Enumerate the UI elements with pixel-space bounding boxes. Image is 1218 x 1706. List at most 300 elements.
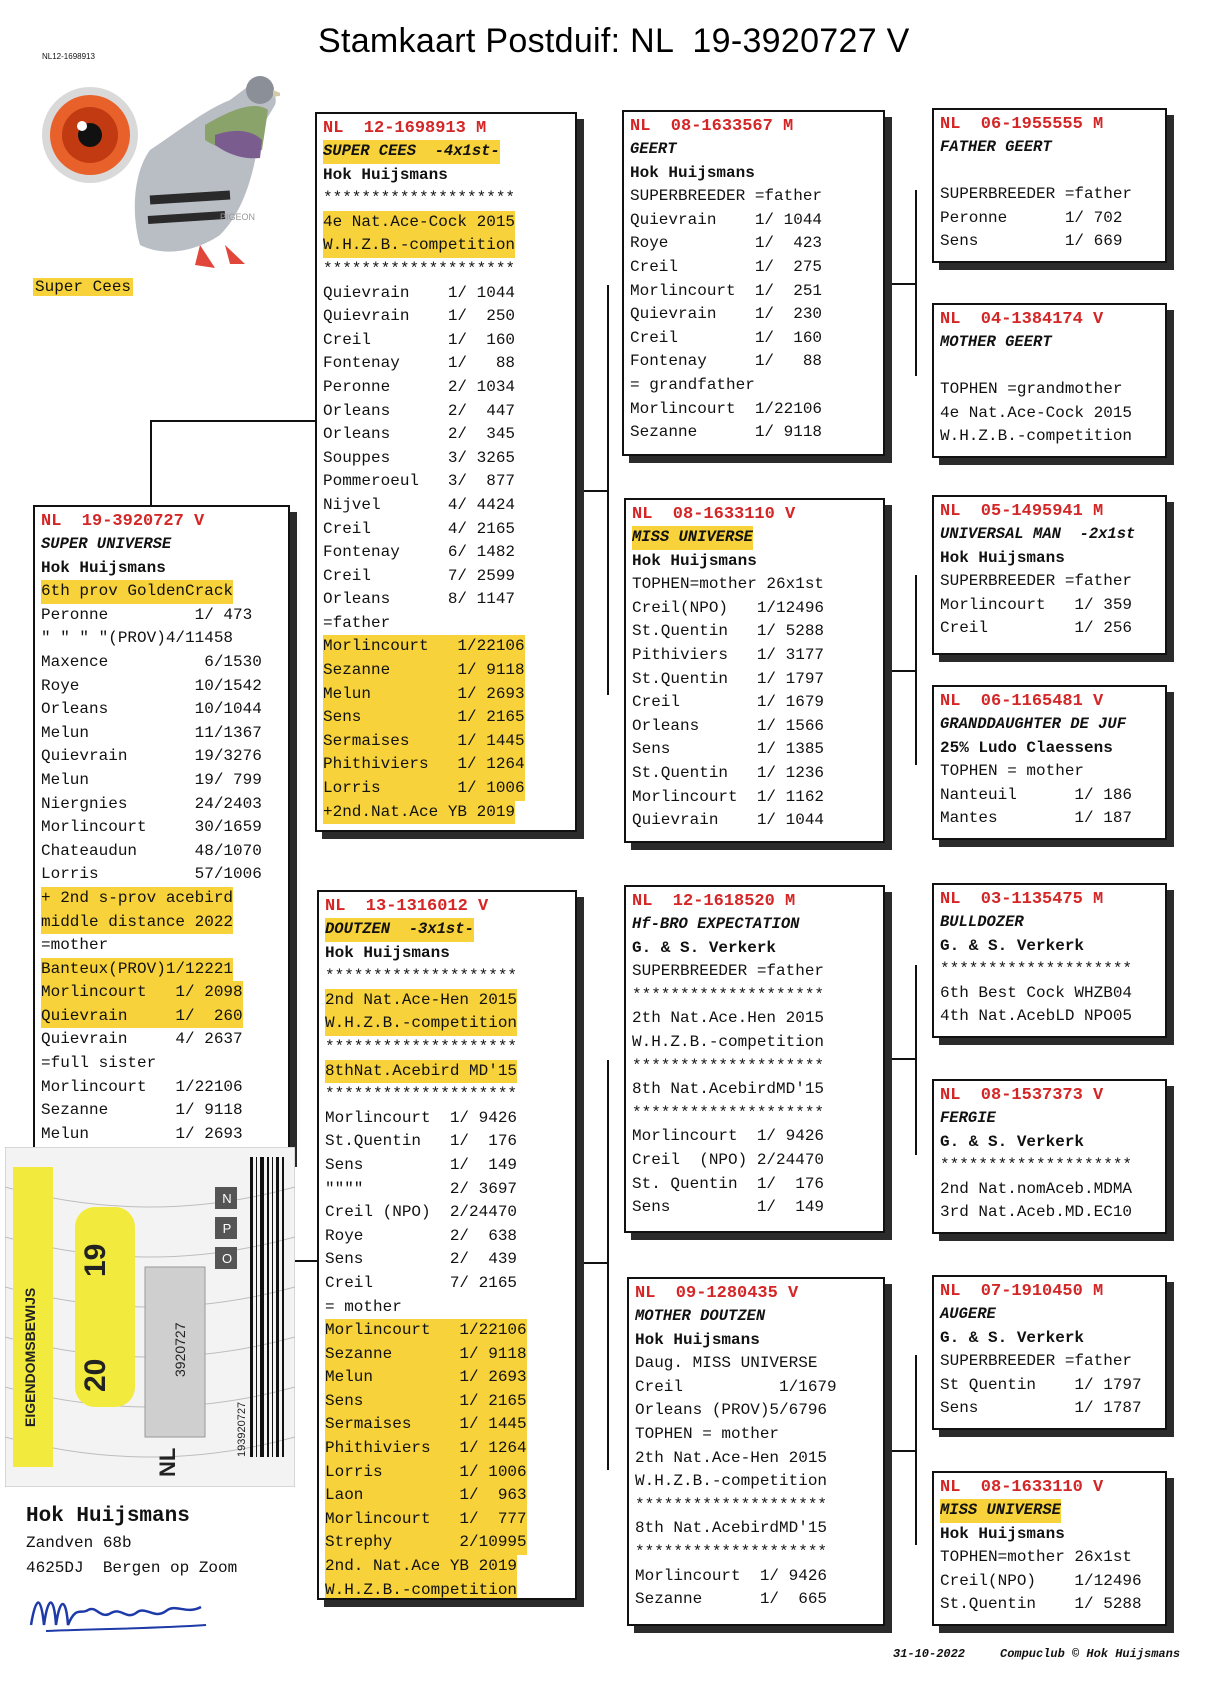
pedigree-line: [940, 1350, 1159, 1374]
ring-number: NL 08-1633110 V: [940, 1478, 1104, 1497]
pedigree-line: [940, 958, 1159, 982]
pigeon-name: [41, 533, 282, 557]
pedigree-line: [41, 911, 282, 935]
card-mf-father: [932, 883, 1167, 1038]
connector: [885, 283, 917, 285]
pedigree-line-text: """" 2/ 3697: [325, 1179, 518, 1198]
pedigree-line-text: SUPERBREEDER =father: [940, 1352, 1133, 1371]
pedigree-line: [323, 305, 569, 329]
pigeon-name: [632, 913, 877, 937]
pedigree-line: [635, 1494, 877, 1518]
pedigree-line-text: St. Quentin 1/ 176: [632, 1174, 825, 1193]
pedigree-line: [632, 573, 877, 597]
pedigree-line-text: Lorris 1/ 1006: [323, 777, 525, 801]
pigeon-name: [940, 911, 1159, 935]
pedigree-line: [41, 840, 282, 864]
pedigree-line: [940, 760, 1159, 784]
pedigree-line-text: W.H.Z.B.-competition: [632, 1032, 825, 1051]
pedigree-line: [632, 786, 877, 810]
pedigree-line-text: St.Quentin 1/ 5288: [940, 1595, 1142, 1614]
pedigree-line-text: St.Quentin 1/ 1236: [632, 763, 825, 782]
pedigree-line: [41, 1123, 282, 1147]
pedigree-line-text: 2nd Nat.Ace-Hen 2015: [325, 989, 517, 1013]
footer-date: 31-10-2022: [893, 1647, 966, 1661]
card-ff-father: [932, 108, 1167, 263]
pedigree-line: [325, 1484, 569, 1508]
pedigree-line-text: Sens 1/ 2165: [325, 1390, 527, 1414]
pedigree-line: [940, 1593, 1159, 1617]
pedigree-line-text: ********************: [323, 259, 516, 278]
pedigree-line-text: W.H.Z.B.-competition: [635, 1472, 828, 1491]
pedigree-line-text: Morlincourt 1/22106: [41, 1077, 243, 1096]
pedigree-line-text: =full sister: [41, 1054, 157, 1073]
pedigree-line-text: Peronne 1/ 473: [41, 605, 253, 624]
pedigree-line: [940, 594, 1159, 618]
pedigree-line: [632, 1031, 877, 1055]
pedigree-line-text: Sens 1/ 669: [940, 232, 1123, 251]
pigeon-name: [323, 140, 569, 164]
pedigree-line: [323, 659, 569, 683]
pedigree-line-text: ********************: [325, 967, 518, 986]
pedigree-line-text: W.H.Z.B.-competition: [940, 427, 1133, 446]
pedigree-line: [940, 547, 1159, 571]
pigeon-name: [635, 1305, 877, 1329]
pedigree-line-text: Sens 1/ 2165: [323, 706, 525, 730]
pedigree-line-text: Morlincourt 1/22106: [630, 399, 823, 418]
pedigree-line: [325, 1154, 569, 1178]
pedigree-line-text: 8th Nat.AcebirdMD'15: [632, 1080, 825, 1099]
pigeon-name-text: FERGIE: [940, 1109, 996, 1127]
pedigree-line: [630, 398, 877, 422]
pigeon-name: [940, 713, 1159, 737]
pedigree-line-text: Pommeroeul 3/ 877: [323, 472, 516, 491]
pedigree-line: [632, 1055, 877, 1079]
pedigree-line: [323, 801, 569, 825]
pedigree-line-text: 2nd Nat.nomAceb.MDMA: [940, 1179, 1133, 1198]
pedigree-line-text: W.H.Z.B.-competition: [325, 1579, 517, 1600]
pigeon-name: [940, 331, 1159, 355]
pedigree-line-text: Lorris 57/1006: [41, 865, 262, 884]
card-fm-father: [932, 495, 1167, 655]
pedigree-line: [325, 1178, 569, 1202]
pedigree-line-text: TOPHEN = mother: [635, 1424, 780, 1443]
pedigree-line: [323, 329, 569, 353]
pedigree-line: [940, 982, 1159, 1006]
pedigree-line-text: Melun 1/ 2693: [41, 1124, 243, 1143]
pedigree-line-text: TOPHEN=mother 26x1st: [632, 575, 825, 594]
card-father-father: [622, 110, 885, 456]
pedigree-line-text: Hok Huijsmans: [632, 551, 757, 570]
pedigree-line-text: Strephy 2/10995: [325, 1531, 527, 1555]
pedigree-line: [940, 1546, 1159, 1570]
pedigree-line-text: Pithiviers 1/ 3177: [632, 645, 825, 664]
pedigree-line: [325, 1390, 569, 1414]
pigeon-name-text: AUGERE: [940, 1305, 996, 1323]
pedigree-line-text: Hok Huijsmans: [325, 943, 450, 962]
pedigree-line: [323, 612, 569, 636]
pedigree-line-text: Quievrain 19/3276: [41, 747, 262, 766]
owner-block: [26, 1503, 237, 1581]
pedigree-line: [940, 935, 1159, 959]
pedigree-line-text: SUPERBREEDER =father: [940, 185, 1133, 204]
pigeon-name-text: Hf-BRO EXPECTATION: [632, 915, 800, 933]
pedigree-line: [635, 1329, 877, 1353]
pedigree-line: [325, 1225, 569, 1249]
connector: [885, 670, 917, 672]
cert-year-b: 19: [79, 1243, 112, 1277]
card-mf-mother: [932, 1079, 1167, 1234]
pedigree-line: [632, 1173, 877, 1197]
pedigree-line-text: Laon 1/ 963: [325, 1484, 527, 1508]
pedigree-line: [632, 691, 877, 715]
pedigree-line: [940, 402, 1159, 426]
pedigree-line: [630, 256, 877, 280]
pedigree-line: [323, 282, 569, 306]
pedigree-line-text: Quievrain 1/ 1044: [632, 811, 825, 830]
pedigree-line: [630, 162, 877, 186]
pedigree-line-text: Morlincourt 30/1659: [41, 818, 262, 837]
pigeon-name-text: FATHER GEERT: [940, 138, 1052, 156]
pedigree-line-text: Orleans 8/ 1147: [323, 590, 516, 609]
pedigree-line: [323, 588, 569, 612]
ring-number: NL 06-1955555 M: [940, 115, 1104, 134]
pedigree-line-text: 6th prov GoldenCrack: [41, 580, 233, 604]
pedigree-line: [630, 350, 877, 374]
pedigree-line-text: [940, 162, 950, 180]
pedigree-line: [41, 1076, 282, 1100]
card-ff-mother: [932, 303, 1167, 458]
pedigree-line: [632, 738, 877, 762]
pedigree-line-text: 8th Nat.AcebirdMD'15: [635, 1519, 828, 1538]
pedigree-line-text: G. & S. Verkerk: [940, 1132, 1085, 1151]
pedigree-line-text: Morlincourt 1/ 9426: [325, 1108, 518, 1127]
ring-number: NL 05-1495941 M: [940, 502, 1104, 521]
pigeon-name: [940, 1107, 1159, 1131]
pedigree-line-text: Creil (NPO) 2/24470: [632, 1150, 825, 1169]
pedigree-line-text: G. & S. Verkerk: [632, 938, 777, 957]
pedigree-line: [323, 753, 569, 777]
pedigree-line: [940, 1570, 1159, 1594]
pigeon-name-text: GRANDDAUGHTER DE JUF: [940, 715, 1127, 733]
pedigree-line: [635, 1447, 877, 1471]
pedigree-line: [940, 1154, 1159, 1178]
pedigree-line-text: Sens 1/ 149: [325, 1155, 518, 1174]
pedigree-line-text: Creil 1/ 256: [940, 619, 1133, 638]
pedigree-line: [323, 541, 569, 565]
ring-number: NL 03-1135475 M: [940, 890, 1104, 909]
pedigree-line: [940, 617, 1159, 641]
pedigree-line: [940, 1397, 1159, 1421]
pedigree-line: [41, 557, 282, 581]
pedigree-line-text: St.Quentin 1/ 5288: [632, 622, 825, 641]
pedigree-line: [323, 352, 569, 376]
pedigree-line-text: Orleans 10/1044: [41, 700, 262, 719]
pedigree-line: [41, 1052, 282, 1076]
pedigree-line-text: =mother: [41, 936, 109, 955]
pedigree-line-text: Orleans 1/ 1566: [632, 716, 825, 735]
connector: [915, 190, 917, 376]
pedigree-line-text: Sens 1/ 1787: [940, 1399, 1142, 1418]
pigeon-name: [940, 136, 1159, 160]
ownership-certificate: [5, 1147, 295, 1487]
pedigree-line-text: St.Quentin 1/ 176: [325, 1132, 518, 1151]
pedigree-line-text: W.H.Z.B.-competition: [325, 1012, 517, 1036]
pedigree-line: [325, 989, 569, 1013]
pedigree-line-text: Quievrain 4/ 2637: [41, 1030, 243, 1049]
pedigree-line-text: St Quentin 1/ 1797: [940, 1375, 1142, 1394]
pedigree-line: [325, 1036, 569, 1060]
card-mm-mother: [932, 1471, 1167, 1626]
pedigree-line-text: Sermaises 1/ 1445: [323, 730, 525, 754]
photo-label: Super Cees: [35, 278, 132, 296]
pedigree-line-text: SUPERBREEDER =father: [940, 572, 1133, 591]
pedigree-line: [41, 627, 282, 651]
pedigree-line-text: middle distance 2022: [41, 911, 233, 935]
pedigree-line: [940, 807, 1159, 831]
pedigree-line: [940, 1005, 1159, 1029]
pedigree-line: [635, 1541, 877, 1565]
pedigree-line-text: Morlincourt 1/ 359: [940, 595, 1133, 614]
pigeon-name-text: SUPER UNIVERSE: [41, 535, 172, 553]
pedigree-line: [635, 1470, 877, 1494]
pigeon-name-text: MOTHER DOUTZEN: [635, 1307, 766, 1325]
pedigree-line: [940, 1178, 1159, 1202]
pedigree-line: [632, 644, 877, 668]
owner-name: Hok Huijsmans: [26, 1505, 190, 1528]
ring-number: NL 08-1633110 V: [632, 505, 796, 524]
pedigree-line: [940, 1523, 1159, 1547]
card-father-mother: [624, 498, 885, 843]
pedigree-line: [325, 1555, 569, 1579]
pedigree-line: [325, 942, 569, 966]
pedigree-line-text: Morlincourt 1/22106: [325, 1319, 527, 1343]
pedigree-line-text: 8thNat.Acebird MD'15: [325, 1060, 517, 1084]
pedigree-line-text: Quievrain 1/ 1044: [323, 283, 516, 302]
pedigree-line: [41, 887, 282, 911]
pedigree-line-text: Creil 4/ 2165: [323, 519, 516, 538]
connector: [577, 1262, 609, 1264]
pedigree-line: [325, 1343, 569, 1367]
pedigree-line: [635, 1352, 877, 1376]
pedigree-line-text: Orleans 2/ 345: [323, 425, 516, 444]
cert-letter-p: P: [222, 1221, 232, 1236]
pedigree-line-text: ********************: [635, 1542, 828, 1561]
pedigree-line: [325, 1413, 569, 1437]
pedigree-line: [325, 1296, 569, 1320]
pedigree-line-text: Sermaises 1/ 1445: [325, 1413, 527, 1437]
pedigree-line: [940, 570, 1159, 594]
pigeon-name: [940, 1499, 1159, 1523]
pedigree-line-text: Hok Huijsmans: [940, 1524, 1065, 1543]
pedigree-line: [323, 187, 569, 211]
connector: [577, 490, 609, 492]
pedigree-line: [630, 280, 877, 304]
pedigree-line: [41, 698, 282, 722]
pedigree-line-text: Quievrain 1/ 260: [41, 1005, 243, 1029]
pedigree-line: [41, 1028, 282, 1052]
pedigree-line-text: Creil 1/ 1679: [632, 693, 825, 712]
pedigree-line-text: Quievrain 1/ 250: [323, 307, 516, 326]
pedigree-line: [323, 470, 569, 494]
pedigree-line: [632, 1196, 877, 1220]
pedigree-line-text: Sens 1/ 149: [632, 1198, 825, 1217]
pedigree-line: [630, 185, 877, 209]
pedigree-line: [323, 376, 569, 400]
pedigree-line-text: Hok Huijsmans: [940, 548, 1065, 567]
pedigree-line: [325, 1201, 569, 1225]
pedigree-line: [323, 706, 569, 730]
ring-number: NL 08-1537373 V: [940, 1086, 1104, 1105]
pedigree-line: [632, 1125, 877, 1149]
pedigree-line-text: Souppes 3/ 3265: [323, 448, 516, 467]
connector: [885, 1058, 917, 1060]
pigeon-name: [325, 918, 569, 942]
pedigree-line-text: Creil 7/ 2165: [325, 1273, 518, 1292]
pedigree-line: [635, 1399, 877, 1423]
pedigree-line: [325, 965, 569, 989]
pedigree-line: [325, 1437, 569, 1461]
pedigree-line-text: 4e Nat.Ace-Cock 2015: [323, 211, 515, 235]
pedigree-line: [325, 1083, 569, 1107]
pedigree-line-text: 25% Ludo Claessens: [940, 738, 1113, 757]
card-mother: [317, 890, 577, 1600]
pedigree-line: [325, 1012, 569, 1036]
pedigree-line: [632, 960, 877, 984]
pedigree-line: [632, 937, 877, 961]
pedigree-line-text: W.H.Z.B.-competition: [323, 234, 515, 258]
card-father: [315, 112, 577, 832]
cert-country: NL: [155, 1447, 180, 1477]
pedigree-line: [632, 809, 877, 833]
pedigree-line: [41, 934, 282, 958]
pedigree-line: [323, 258, 569, 282]
card-mother-father: [624, 885, 885, 1233]
pedigree-line: [940, 737, 1159, 761]
pedigree-line: [325, 1461, 569, 1485]
connector: [607, 285, 609, 695]
pedigree-line-text: TOPHEN =grandmother: [940, 380, 1123, 399]
pedigree-line: [323, 234, 569, 258]
pedigree-line-text: Sezanne 1/ 9118: [41, 1101, 243, 1120]
pedigree-line-text: ********************: [632, 1056, 825, 1075]
cert-owner-text: EIGENDOMSBEWIJS: [22, 1287, 38, 1427]
pedigree-line: [41, 769, 282, 793]
ring-number: NL 09-1280435 V: [635, 1284, 799, 1303]
pedigree-line-text: Niergnies 24/2403: [41, 794, 262, 813]
pedigree-line-text: Roye 1/ 423: [630, 234, 823, 253]
pedigree-line-text: ********************: [325, 1085, 518, 1104]
pedigree-line: [635, 1588, 877, 1612]
pedigree-line: [325, 1248, 569, 1272]
pedigree-line-text: Fontenay 1/ 88: [323, 354, 516, 373]
pedigree-line-text: St.Quentin 1/ 1797: [632, 669, 825, 688]
pedigree-line: [323, 400, 569, 424]
pedigree-line: [940, 378, 1159, 402]
pedigree-line-text: Morlincourt 1/ 9426: [632, 1127, 825, 1146]
pedigree-line: [632, 984, 877, 1008]
pedigree-line-text: G. & S. Verkerk: [940, 936, 1085, 955]
pedigree-line-text: Peronne 1/ 702: [940, 208, 1123, 227]
photo-ring-number: NL12-1698913: [42, 52, 95, 61]
pedigree-line-text: Morlincourt 1/ 2098: [41, 981, 243, 1005]
pedigree-line-text: Maxence 6/1530: [41, 652, 262, 671]
pedigree-line-text: Creil 1/ 275: [630, 257, 823, 276]
pedigree-line: [940, 425, 1159, 449]
pedigree-line-text: Phithiviers 1/ 1264: [323, 753, 525, 777]
pedigree-line-text: Hok Huijsmans: [41, 558, 166, 577]
pedigree-line: [635, 1376, 877, 1400]
pedigree-line-text: Nijvel 4/ 4424: [323, 495, 516, 514]
pedigree-line-text: ********************: [632, 985, 825, 1004]
pigeon-name-text: UNIVERSAL MAN -2x1st: [940, 525, 1136, 543]
pigeon-name-text: MOTHER GEERT: [940, 333, 1052, 351]
cert-barcode: 193920727: [236, 1401, 248, 1457]
pedigree-line-text: 4e Nat.Ace-Cock 2015: [940, 403, 1133, 422]
connector: [915, 1355, 917, 1545]
pedigree-line-text: Hok Huijsmans: [323, 165, 448, 184]
pedigree-line: [41, 958, 282, 982]
pedigree-line-text: ********************: [323, 189, 516, 208]
connector: [915, 965, 917, 1155]
connector: [915, 575, 917, 765]
pedigree-line: [325, 1272, 569, 1296]
pedigree-line: [325, 1366, 569, 1390]
pedigree-line-text: ********************: [635, 1495, 828, 1514]
pedigree-line-text: SUPERBREEDER =father: [630, 187, 823, 206]
pedigree-line-text: Creil (NPO) 2/24470: [325, 1203, 518, 1222]
ring-number: NL 07-1910450 M: [940, 1282, 1104, 1301]
pedigree-line-text: Peronne 2/ 1034: [323, 377, 516, 396]
pedigree-line: [41, 1099, 282, 1123]
pedigree-line-text: Quievrain 1/ 230: [630, 305, 823, 324]
pedigree-line: [630, 327, 877, 351]
pedigree-line: [41, 793, 282, 817]
ring-number: NL 12-1618520 M: [632, 892, 796, 911]
ring-number: NL 08-1633567 M: [630, 117, 794, 136]
pedigree-line: [630, 303, 877, 327]
ring-number: NL 12-1698913 M: [323, 119, 487, 138]
pigeon-name: [940, 523, 1159, 547]
pigeon-name-text: GEERT: [630, 140, 677, 158]
pedigree-line: [940, 230, 1159, 254]
pedigree-line: [630, 232, 877, 256]
pedigree-line-text: Morlincourt 1/ 1162: [632, 787, 825, 806]
pedigree-line: [325, 1319, 569, 1343]
pedigree-line: [940, 1201, 1159, 1225]
pedigree-line-text: Creil 1/1679: [635, 1377, 837, 1396]
cert-ring: 3920727: [172, 1322, 188, 1377]
pedigree-line: [323, 211, 569, 235]
pedigree-line-text: Quievrain 1/ 1044: [630, 210, 823, 229]
pedigree-line-text: = grandfather: [630, 375, 755, 394]
pigeon-name-text: SUPER CEES -4x1st-: [323, 140, 500, 164]
pedigree-line-text: Roye 10/1542: [41, 676, 262, 695]
pedigree-line: [41, 863, 282, 887]
pedigree-line: [940, 784, 1159, 808]
ring-number: NL 13-1316012 V: [325, 897, 489, 916]
page-title: Stamkaart Postduif: NL 19-3920727 V: [318, 22, 910, 60]
pedigree-line-text: Roye 2/ 638: [325, 1226, 518, 1245]
pedigree-line: [632, 597, 877, 621]
owner-address-1: Zandven 68b: [26, 1534, 132, 1552]
pedigree-line: [323, 494, 569, 518]
pedigree-line-text: Creil 7/ 2599: [323, 566, 516, 585]
pedigree-line-text: Mantes 1/ 187: [940, 809, 1133, 828]
pedigree-line: [325, 1107, 569, 1131]
pedigree-line-text: + 2nd s-prov acebird: [41, 887, 233, 911]
pedigree-line-text: Nanteuil 1/ 186: [940, 785, 1133, 804]
pedigree-line-text: Fontenay 1/ 88: [630, 352, 823, 371]
